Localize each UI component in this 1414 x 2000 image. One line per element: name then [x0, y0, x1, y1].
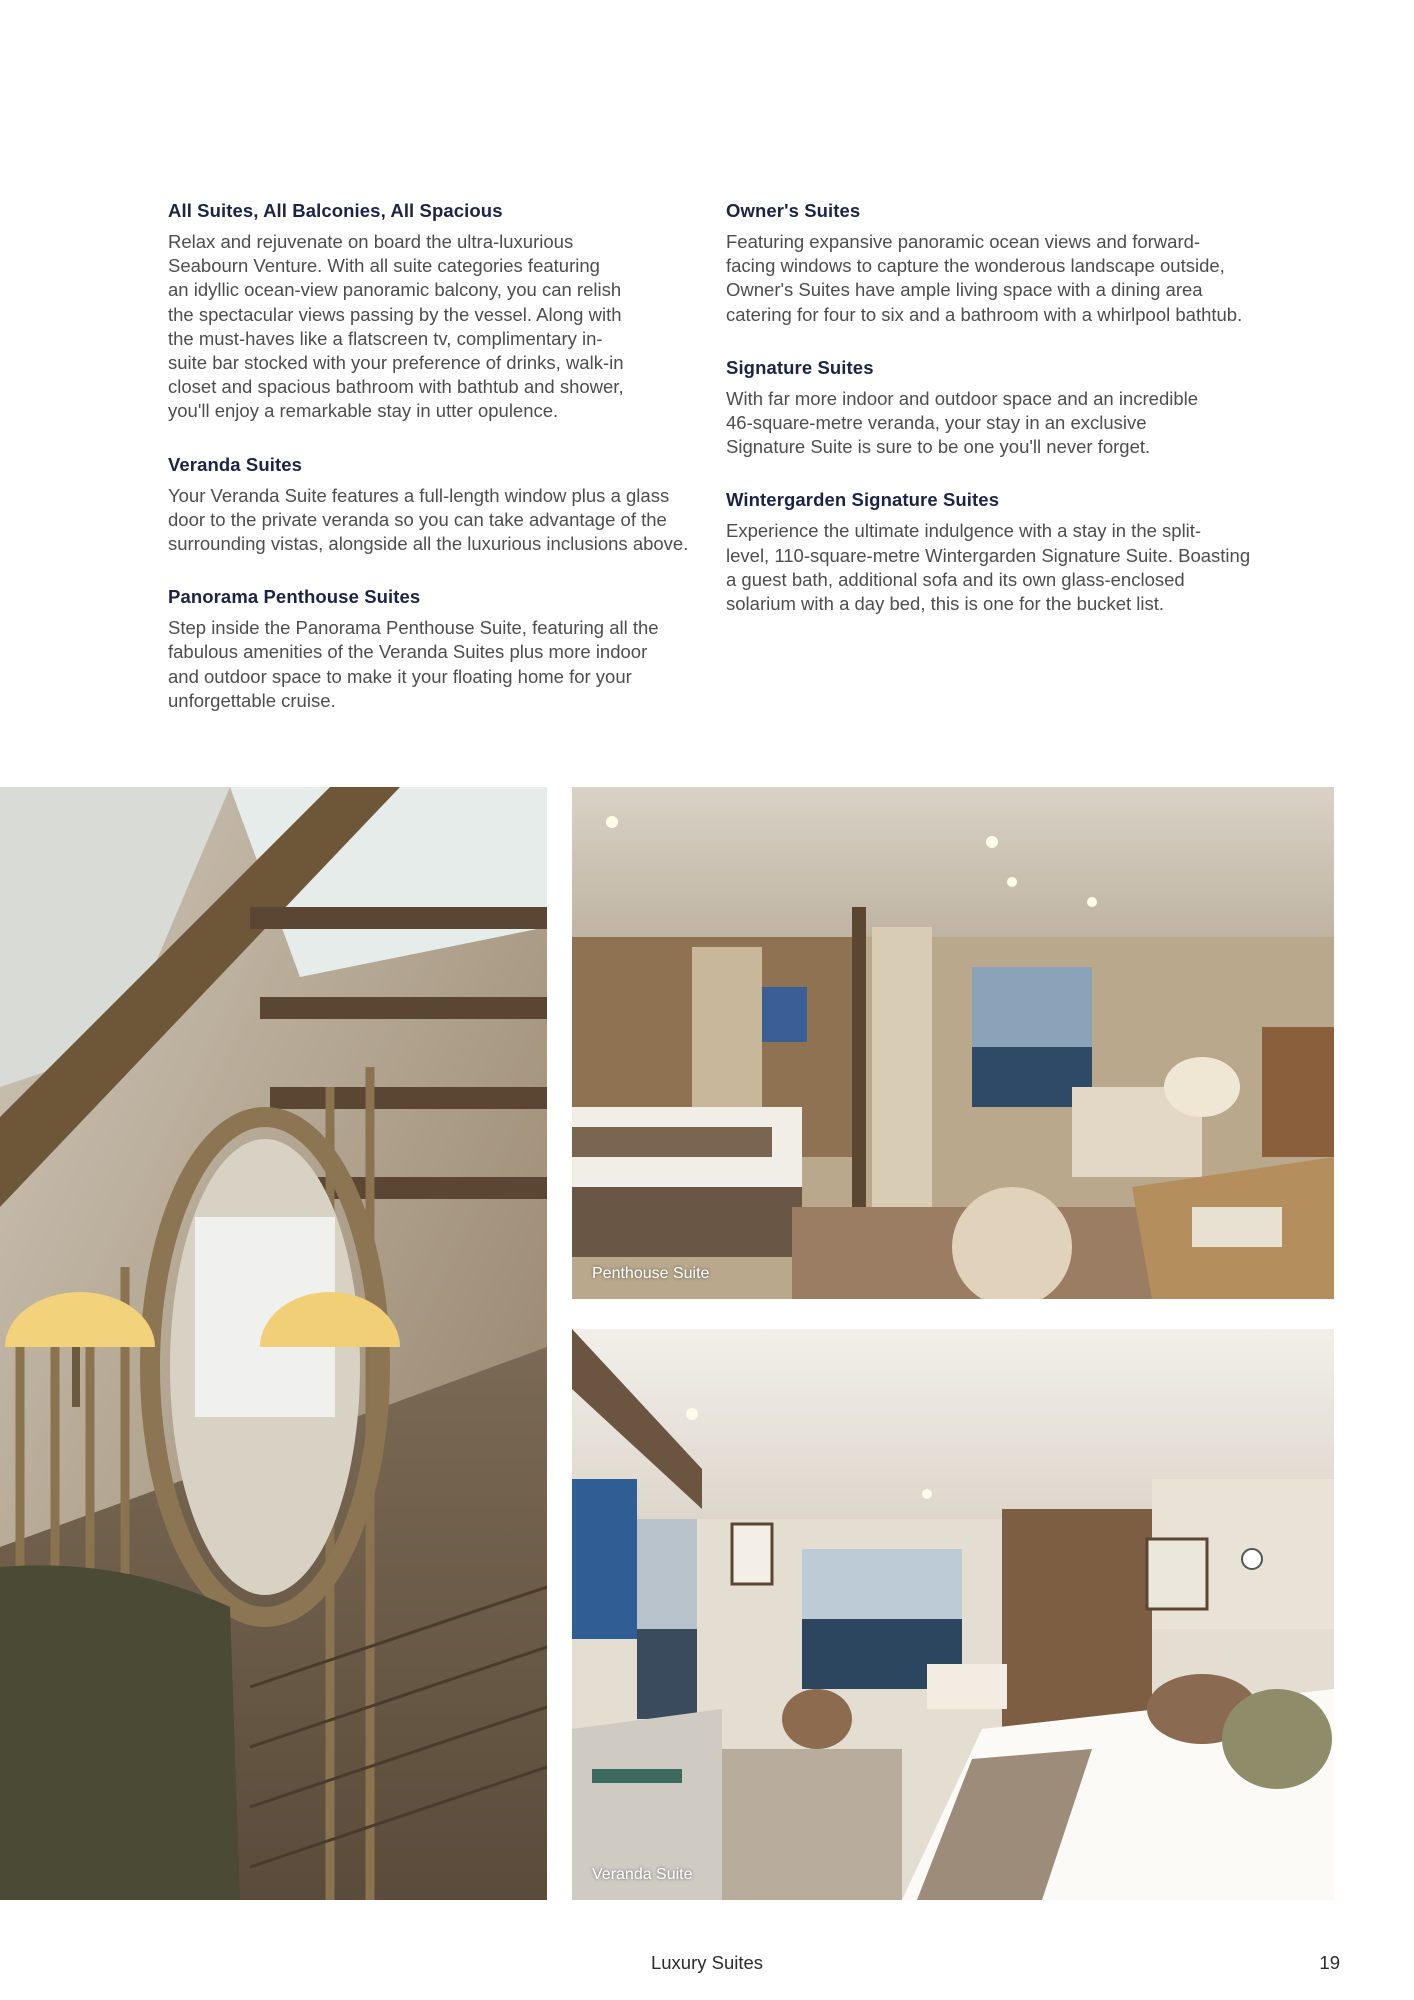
- footer-section-title: Luxury Suites: [650, 1952, 764, 1973]
- section-owners-suites: [726, 200, 1266, 327]
- section-heading: Panorama Penthouse Suites: [168, 586, 421, 608]
- photo-caption: Penthouse Suite: [592, 1265, 710, 1282]
- penthouse-illustration: [572, 787, 1334, 1299]
- section-heading: Wintergarden Signature Suites: [726, 489, 1000, 511]
- section-heading: All Suites, All Balconies, All Spacious: [168, 200, 503, 221]
- staircase-illustration: [0, 787, 547, 1900]
- penthouse-suite-photo: [572, 787, 1334, 1299]
- section-panorama-penthouse-suites: [168, 586, 728, 713]
- right-text-column: [726, 200, 1266, 646]
- section-heading: Veranda Suites: [168, 453, 303, 475]
- staircase-photo: [0, 787, 547, 1900]
- section-wintergarden-signature-suites: [726, 489, 1266, 616]
- veranda-illustration: [572, 1329, 1334, 1900]
- section-all-suites: [168, 200, 728, 424]
- section-body: Experience the ultimate indulgence with a stay in the split- level, 110-square-metre Wintergarden Signature Suite. Boasting a guest bath, additional sofa and its own glass-enclosed solarium with a day bed, this is one for the bucket list.: [726, 520, 1251, 615]
- section-veranda-suites: [168, 454, 728, 557]
- section-heading: Owner's Suites: [726, 200, 861, 221]
- veranda-suite-photo: [572, 1329, 1334, 1900]
- section-heading: Signature Suites: [726, 356, 874, 378]
- section-body: Your Veranda Suite features a full-length window plus a glass door to the private veranda so you can take advantage of the surrounding vistas, alongside all the luxurious inclusions above.: [168, 484, 689, 555]
- section-body: Step inside the Panorama Penthouse Suite, featuring all the fabulous amenities of the Veranda Suites plus more indoor and outdoor space to make it your floating home for your unforgettable cruise.: [168, 617, 659, 711]
- left-text-column: [168, 200, 728, 743]
- section-body: Featuring expansive panoramic ocean views and forward- facing windows to capture the wonderous landscape outside, Owner's Suites have ample living space with a dining area catering for four to six and a bathroom with a whirlpool bathtub.: [726, 231, 1243, 325]
- page-number: 19: [1319, 1952, 1340, 1973]
- section-signature-suites: [726, 357, 1266, 460]
- photo-caption: Veranda Suite: [592, 1866, 693, 1883]
- section-body: Relax and rejuvenate on board the ultra-luxurious Seabourn Venture. With all suite categories featuring an idyllic ocean-view panoramic balcony, you can relish the spectacular views passing by the vessel. Along with the must-haves like a flatscreen tv, complimentary in- suite bar stocked with your preference of drinks, walk-in closet and spacious bathroom with bathtub and shower, you'll enjoy a remarkable stay in utter opulence.: [168, 231, 624, 422]
- section-body: With far more indoor and outdoor space and an incredible 46-square-metre veranda, your stay in an exclusive Signature Suite is sure to be one you'll never forget.: [726, 387, 1199, 458]
